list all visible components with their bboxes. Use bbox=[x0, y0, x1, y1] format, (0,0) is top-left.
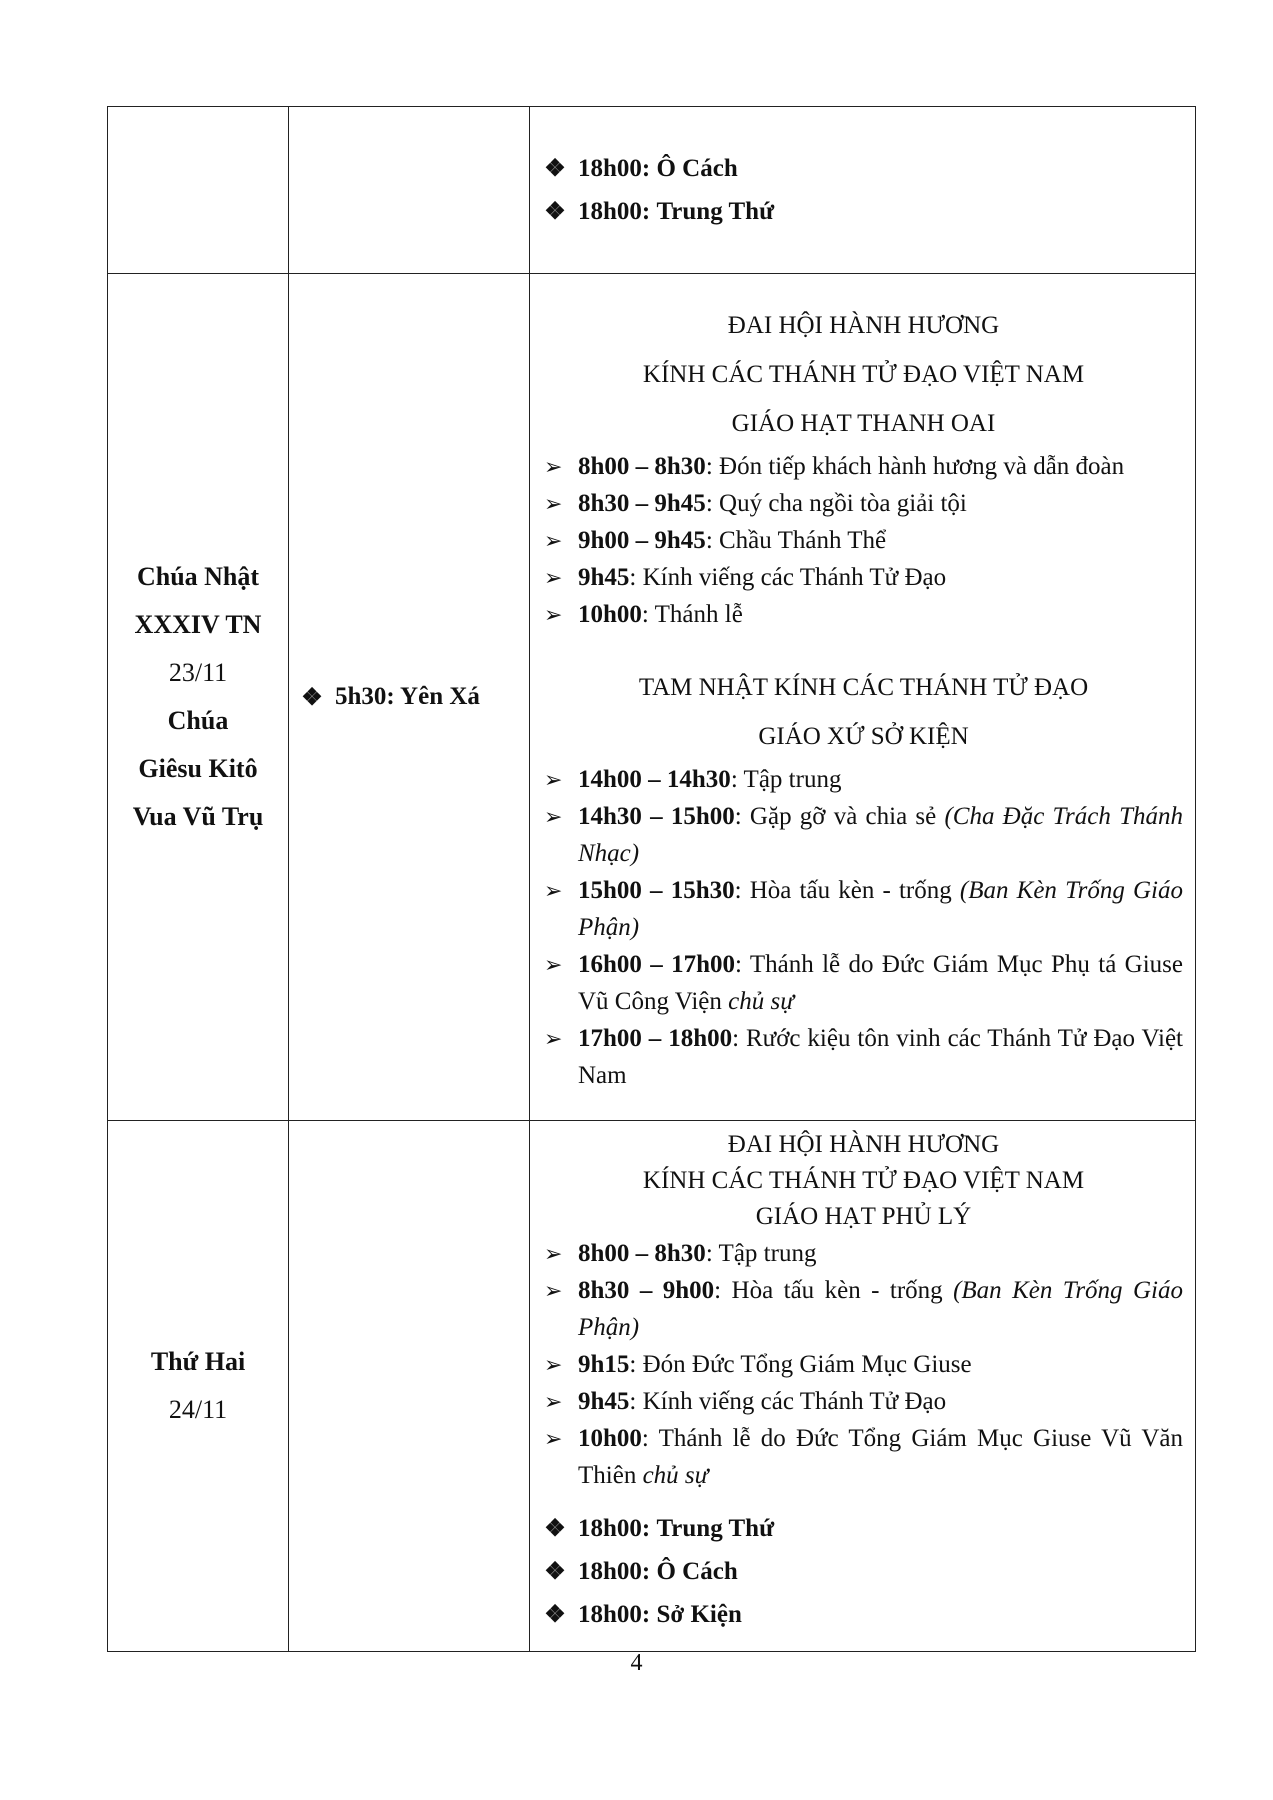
arrow-bullet-icon: ➢ bbox=[544, 1389, 563, 1414]
arrow-bullet-icon: ➢ bbox=[544, 601, 563, 627]
diamond-bullet-icon: ❖ bbox=[301, 684, 323, 711]
arrow-bullet-icon: ➢ bbox=[544, 1426, 563, 1451]
list-item: ➢ 14h00 – 14h30: Tập trung bbox=[544, 761, 1183, 798]
arrow-bullet-icon: ➢ bbox=[544, 951, 563, 977]
mass-item: ❖ 18h00: Trung Thứ bbox=[544, 1514, 775, 1542]
mass-item: ❖ 18h00: Trung Thứ bbox=[544, 197, 775, 225]
arrow-bullet-icon: ➢ bbox=[544, 453, 563, 479]
mass-item: ❖ 18h00: Ô Cách bbox=[544, 154, 738, 182]
event-title: TAM NHẬT KÍNH CÁC THÁNH TỬ ĐẠO bbox=[638, 673, 1089, 701]
mass-cell bbox=[289, 274, 530, 1121]
arrow-bullet-icon: ➢ bbox=[544, 766, 563, 792]
events-cell bbox=[530, 274, 1196, 1121]
arrow-bullet-icon: ➢ bbox=[544, 1025, 563, 1051]
diamond-bullet-icon: ❖ bbox=[544, 1559, 566, 1585]
mass-cell bbox=[289, 1121, 530, 1652]
list-item: ➢ 15h00 – 15h30: Hòa tấu kèn - trống (Ban Kèn Trống Giáo Phận) bbox=[544, 872, 1183, 946]
day-cell bbox=[108, 107, 289, 274]
list-item: ➢ 8h30 – 9h45: Quý cha ngồi tòa giải tội bbox=[544, 485, 1183, 522]
list-item: ➢ 9h45: Kính viếng các Thánh Tử Đạo bbox=[544, 559, 1183, 596]
events-cell bbox=[530, 107, 1196, 274]
event-title: GIÁO HẠT PHỦ LÝ bbox=[755, 1203, 972, 1230]
mass-cell bbox=[289, 107, 530, 274]
mass-item: ❖ 5h30: Yên Xá bbox=[301, 683, 480, 711]
table-row bbox=[108, 1121, 1196, 1652]
day-cell: Thứ Hai 24/11 bbox=[108, 1121, 289, 1652]
list-item: ➢ 8h00 – 8h30: Đón tiếp khách hành hương và dẫn đoàn bbox=[544, 448, 1183, 485]
list-item: ➢ 9h45: Kính viếng các Thánh Tử Đạo bbox=[544, 1383, 1183, 1420]
table-row bbox=[108, 107, 1196, 274]
list-item: ➢ 10h00: Thánh lễ bbox=[544, 596, 1183, 633]
event-title: ĐAI HỘI HÀNH HƯƠNG bbox=[727, 1131, 1000, 1158]
arrow-bullet-icon: ➢ bbox=[544, 490, 563, 516]
list-item: ➢ 8h00 – 8h30: Tập trung bbox=[544, 1235, 1183, 1272]
arrow-bullet-icon: ➢ bbox=[544, 1241, 563, 1266]
page-number: 4 bbox=[630, 1650, 643, 1676]
event-title: GIÁO HẠT THANH OAI bbox=[731, 409, 996, 437]
schedule-table bbox=[107, 106, 1196, 1652]
list-item: ➢ 10h00: Thánh lễ do Đức Tổng Giám Mục Giuse Vũ Văn Thiên chủ sự bbox=[544, 1420, 1183, 1494]
list-item: ➢ 9h15: Đón Đức Tổng Giám Mục Giuse bbox=[544, 1346, 1183, 1383]
diamond-bullet-icon: ❖ bbox=[544, 1602, 566, 1628]
event-title: KÍNH CÁC THÁNH TỬ ĐẠO VIỆT NAM bbox=[642, 360, 1085, 388]
arrow-bullet-icon: ➢ bbox=[544, 564, 563, 590]
day-cell: Chúa Nhật XXXIV TN 23/11 Chúa Giêsu Kitô Vua Vũ Trụ bbox=[108, 274, 289, 1121]
mass-item: ❖ 18h00 : Sở Kiện bbox=[544, 1600, 742, 1628]
arrow-bullet-icon: ➢ bbox=[544, 1352, 563, 1377]
mass-item: ❖ 18h00 : Ô Cách bbox=[544, 1557, 738, 1585]
table-row bbox=[108, 274, 1196, 1121]
events-cell bbox=[530, 1121, 1196, 1652]
arrow-bullet-icon: ➢ bbox=[544, 527, 563, 553]
list-item: ➢ 8h30 – 9h00: Hòa tấu kèn - trống (Ban Kèn Trống Giáo Phận) bbox=[544, 1272, 1183, 1346]
event-title: GIÁO XỨ SỞ KIỆN bbox=[758, 722, 969, 750]
event-title: ĐAI HỘI HÀNH HƯƠNG bbox=[727, 311, 1000, 339]
list-item: ➢ 9h00 – 9h45: Chầu Thánh Thể bbox=[544, 522, 1183, 559]
diamond-bullet-icon: ❖ bbox=[544, 1516, 566, 1542]
diamond-bullet-icon: ❖ bbox=[544, 199, 566, 225]
arrow-bullet-icon: ➢ bbox=[544, 803, 563, 829]
diamond-bullet-icon: ❖ bbox=[544, 156, 566, 182]
event-title: KÍNH CÁC THÁNH TỬ ĐẠO VIỆT NAM bbox=[642, 1167, 1085, 1194]
arrow-bullet-icon: ➢ bbox=[544, 1278, 563, 1303]
list-item: ➢ 17h00 – 18h00: Rước kiệu tôn vinh các Thánh Tử Đạo Việt Nam bbox=[544, 1020, 1183, 1094]
arrow-bullet-icon: ➢ bbox=[544, 877, 563, 903]
list-item: ➢ 14h30 – 15h00: Gặp gỡ và chia sẻ (Cha Đặc Trách Thánh Nhạc) bbox=[544, 798, 1183, 872]
list-item: ➢ 16h00 – 17h00: Thánh lễ do Đức Giám Mục Phụ tá Giuse Vũ Công Viện chủ sự bbox=[544, 946, 1183, 1020]
